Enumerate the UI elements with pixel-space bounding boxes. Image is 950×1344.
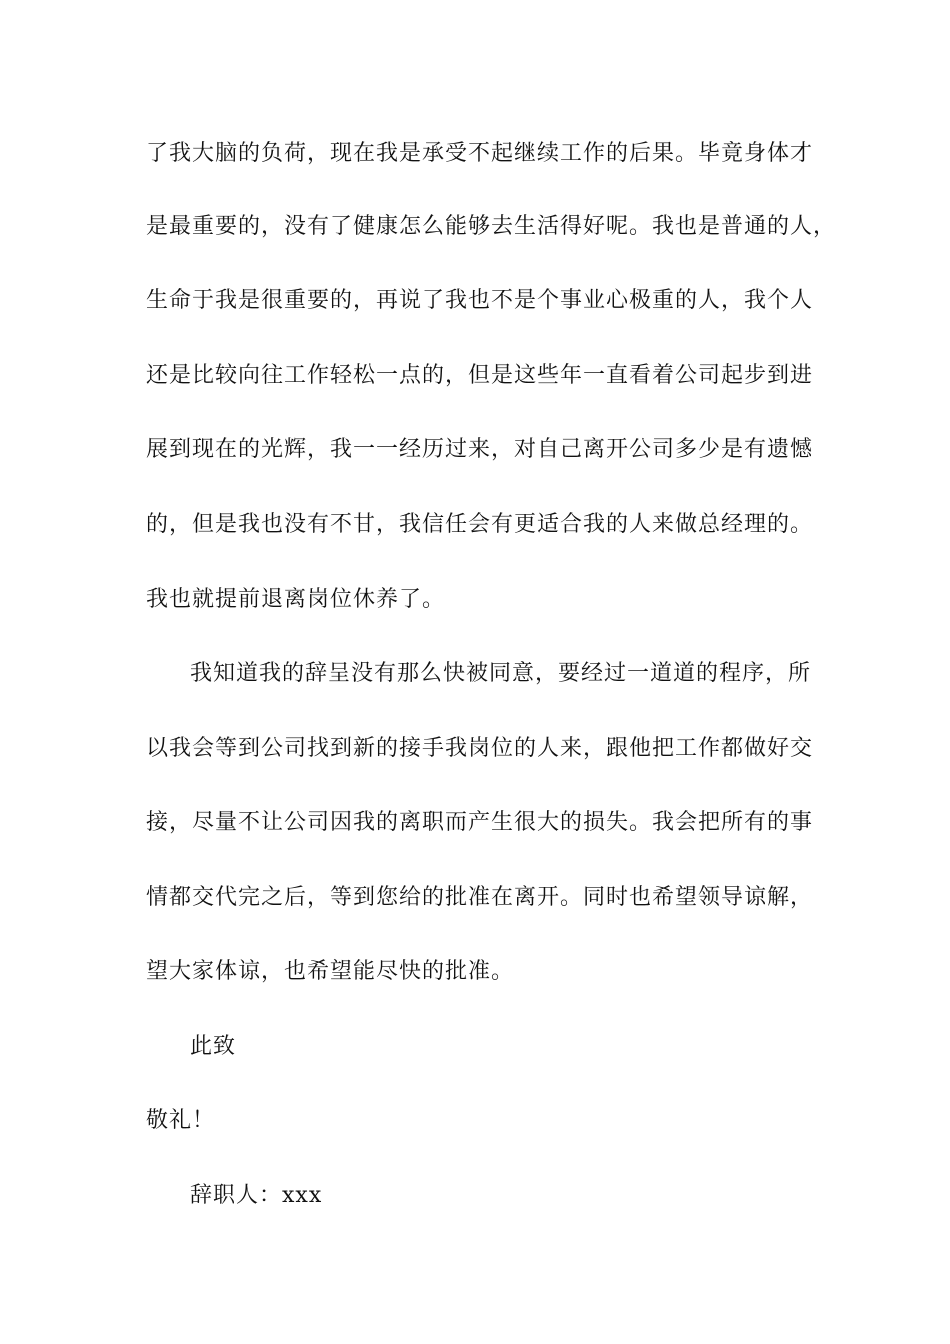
text-line: 望大家体谅，也希望能尽快的批准。 bbox=[146, 959, 515, 984]
text-line: 了我大脑的负荷，现在我是承受不起继续工作的后果。毕竟身体才 bbox=[146, 141, 814, 166]
text-line: 我也就提前退离岗位休养了。 bbox=[146, 587, 446, 612]
text-line: 展到现在的光辉，我一一经历过来，对自己离开公司多少是有遗憾 bbox=[146, 437, 814, 462]
text-line: 是最重要的，没有了健康怎么能够去生活得好呢。我也是普通的人， bbox=[146, 214, 837, 239]
text-line: 情都交代完之后，等到您给的批准在离开。同时也希望领导谅解， bbox=[146, 885, 814, 910]
text-line: 还是比较向往工作轻松一点的，但是这些年一直看着公司起步到进 bbox=[146, 363, 814, 388]
signature-text: 辞职人：xxx bbox=[190, 1183, 323, 1208]
text-line: 生命于我是很重要的，再说了我也不是个事业心极重的人，我个人 bbox=[146, 288, 814, 313]
text-line: 的，但是我也没有不甘，我信任会有更适合我的人来做总经理的。 bbox=[146, 512, 814, 537]
text-line: 接，尽量不让公司因我的离职而产生很大的损失。我会把所有的事 bbox=[146, 810, 814, 835]
salute-text: 敬礼！ bbox=[146, 1108, 216, 1133]
text-line: 我知道我的辞呈没有那么快被同意，要经过一道道的程序，所 bbox=[190, 661, 812, 686]
text-line: 以我会等到公司找到新的接手我岗位的人来，跟他把工作都做好交 bbox=[146, 736, 814, 761]
closing-text: 此致 bbox=[190, 1034, 237, 1059]
